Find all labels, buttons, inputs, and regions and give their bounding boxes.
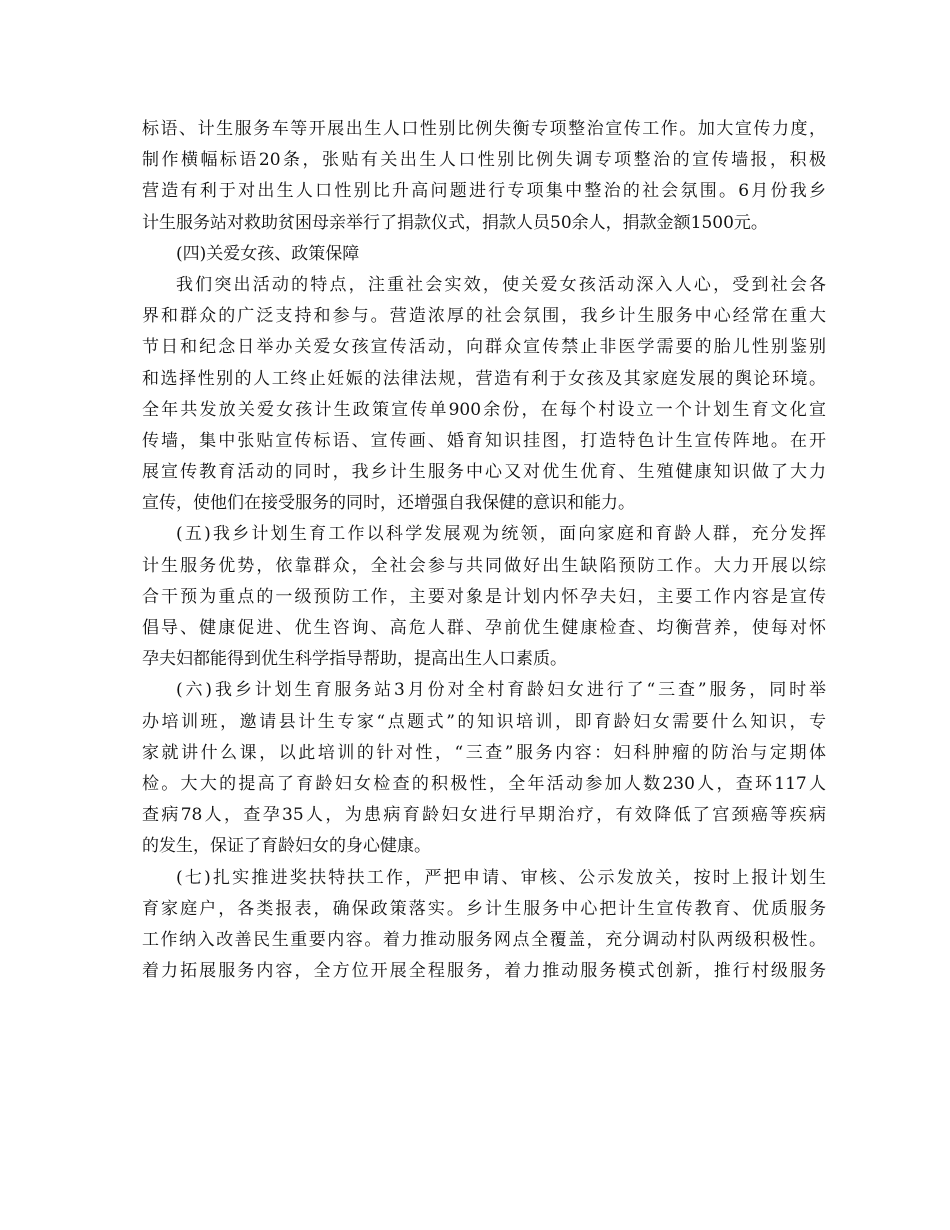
- text-line: 检。大大的提高了育龄妇女检查的积极性，全年活动参加人数230人，查环117人: [142, 773, 826, 794]
- text-line: (六)我乡计划生育服务站3月份对全村育龄妇女进行了“三查”服务，同时举: [176, 680, 826, 701]
- text-line: 着力拓展服务内容，全方位开展全程服务，着力推动服务模式创新，推行村级服务: [142, 961, 826, 982]
- text-line: 育家庭户，各类报表，确保政策落实。乡计生服务中心把计生宣传教育、优质服务: [142, 898, 826, 919]
- text-line: 全年共发放关爱女孩计生政策宣传单900余份，在每个村设立一个计划生育文化宣: [142, 399, 826, 420]
- text-line: (五)我乡计划生育工作以科学发展观为统领，面向家庭和育龄人群，充分发挥: [176, 524, 826, 545]
- text-line: 制作横幅标语20条，张贴有关出生人口性别比例失调专项整治的宣传墙报，积极: [142, 150, 826, 171]
- text-line: 和选择性别的人工终止妊娠的法律法规，营造有利于女孩及其家庭发展的舆论环境。: [142, 368, 826, 389]
- text-line: 家就讲什么课，以此培训的针对性，“三查”服务内容：妇科肿瘤的防治与定期体: [142, 742, 826, 763]
- text-line: 倡导、健康促进、优生咨询、高危人群、孕前优生健康检查、均衡营养，使每对怀: [142, 618, 826, 638]
- text-line: 宣传，使他们在接受服务的同时，还增强自我保健的意识和能力。: [142, 493, 635, 514]
- text-line: 计生服务优势，依靠群众，全社会参与共同做好出生缺陷预防工作。大力开展以综: [142, 555, 826, 576]
- text-line: 工作纳入改善民生重要内容。着力推动服务网点全覆盖，充分调动村队两级积极性。: [142, 929, 826, 950]
- text-line: 合干预为重点的一级预防工作，主要对象是计划内怀孕夫妇，主要工作内容是宣传: [142, 586, 826, 607]
- document-body: [142, 114, 826, 987]
- text-line: 孕夫妇都能得到优生科学指导帮助，提高出生人口素质。: [142, 649, 567, 670]
- text-line: 标语、计生服务车等开展出生人口性别比例失衡专项整治宣传工作。加大宣传力度，: [142, 119, 826, 139]
- text-line: 展宣传教育活动的同时，我乡计生服务中心又对优生优育、生殖健康知识做了大力: [142, 462, 826, 483]
- text-line: 节日和纪念日举办关爱女孩宣传活动，向群众宣传禁止非医学需要的胎儿性别鉴别: [142, 337, 826, 358]
- text-line: 的发生，保证了育龄妇女的身心健康。: [142, 836, 431, 857]
- text-line: 界和群众的广泛支持和参与。营造浓厚的社会氛围，我乡计生服务中心经常在重大: [142, 306, 826, 327]
- text-line: (七)扎实推进奖扶特扶工作，严把申请、审核、公示发放关，按时上报计划生: [176, 867, 826, 888]
- text-line: 办培训班，邀请县计生专家“点题式”的知识培训，即育龄妇女需要什么知识，专: [142, 711, 826, 732]
- text-line: 计生服务站对救助贫困母亲举行了捐款仪式，捐款人员50余人，捐款金额1500元。: [142, 212, 768, 233]
- text-line: 传墙，集中张贴宣传标语、宣传画、婚育知识挂图，打造特色计生宣传阵地。在开: [142, 430, 826, 451]
- text-line: 我们突出活动的特点，注重社会实效，使关爱女孩活动深入人心，受到社会各: [176, 274, 826, 295]
- text-line: 营造有利于对出生人口性别比升高问题进行专项集中整治的社会氛围。6月份我乡: [142, 181, 826, 202]
- text-line: (四)关爱女孩、政策保障: [176, 243, 360, 264]
- text-line: 查病78人，查孕35人，为患病育龄妇女进行早期治疗，有效降低了宫颈癌等疾病: [142, 805, 826, 826]
